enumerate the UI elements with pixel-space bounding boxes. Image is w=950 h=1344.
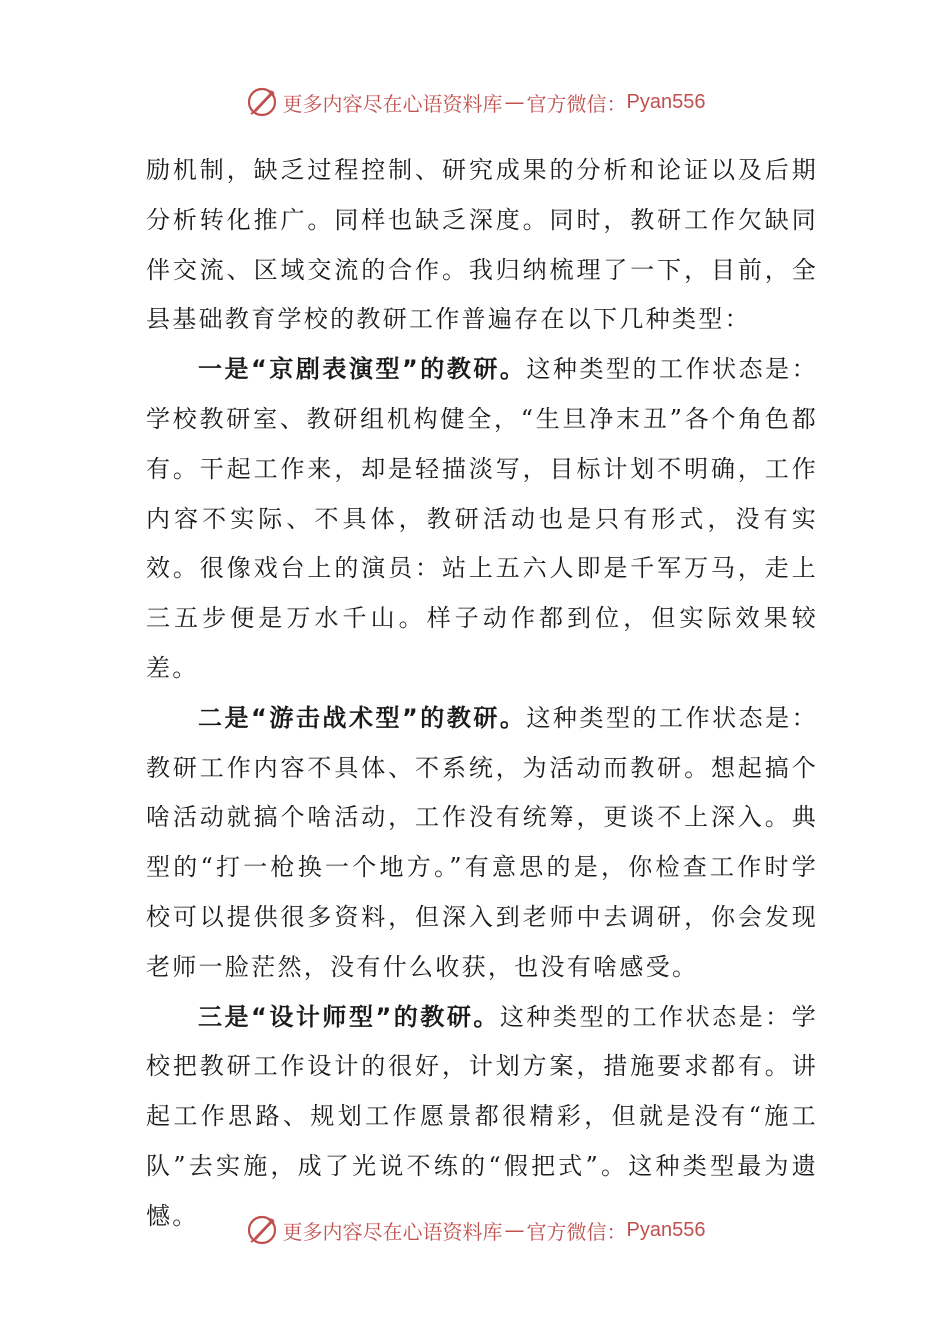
intro-paragraph: 励机制，缺乏过程控制、研究成果的分析和论证以及后期分析转化推广。同样也缺乏深度。同时，教研工作欠缺同伴交流、区域交流的合作。我归纳梳理了一下，目前，全县基础教育学校的教研工作普遍存在以下几种类型： [146, 156, 818, 334]
document-body [146, 146, 818, 1242]
header-site-text: 更多内容尽在心语资料库 [282, 91, 503, 116]
paragraph-text: 这种类型的工作状态是：教研工作内容不具体、不系统，为活动而教研。想起搞个啥活动就搞个啥活动，工作没有统筹，更谈不上深入。典型的“打一枪换一个地方。”有意思的是，你检查工作时学校可以提供很多资料，但深入到老师中去调研，你会发现老师一脸茫然，没有什么收获，也没有啥感受。 [146, 703, 818, 981]
footer-wechat-label: 官方微信： [526, 1219, 627, 1244]
footer-site-text: 更多内容尽在心语资料库 [282, 1219, 503, 1244]
footer-banner [0, 1210, 950, 1250]
header-banner [0, 82, 950, 122]
header-wechat-id: Pyan556 [626, 90, 706, 113]
paragraph-lead: 一是“京剧表演型”的教研。 [198, 355, 527, 384]
paragraph-lead: 三是“设计师型”的教研。 [198, 1002, 500, 1031]
quill-logo-icon [245, 1213, 279, 1247]
paragraph-lead: 二是“游击战术型”的教研。 [198, 703, 527, 732]
paragraph-type-1 [146, 345, 818, 694]
header-wechat-label: 官方微信： [526, 91, 627, 116]
quill-logo-icon [245, 85, 279, 119]
paragraph-type-3 [146, 993, 818, 1242]
header-separator: — [504, 90, 525, 114]
paragraph-type-2 [146, 694, 818, 993]
footer-separator: — [504, 1218, 525, 1242]
paragraph-text: 这种类型的工作状态是：学校教研室、教研组机构健全，“生旦净末丑”各个角色都有。干起工作来，却是轻描淡写，目标计划不明确，工作内容不实际、不具体，教研活动也是只有形式，没有实效。很像戏台上的演员：站上五六人即是千军万马，走上三五步便是万水千山。样子动作都到位，但实际效果较差。 [146, 355, 818, 682]
footer-wechat-id: Pyan556 [626, 1218, 706, 1241]
paragraph-text: 这种类型的工作状态是：学校把教研工作设计的很好，计划方案，措施要求都有。讲起工作思路、规划工作愿景都很精彩，但就是没有“施工队”去实施，成了光说不练的“假把式”。这种类型最为遗憾。 [146, 1002, 818, 1230]
